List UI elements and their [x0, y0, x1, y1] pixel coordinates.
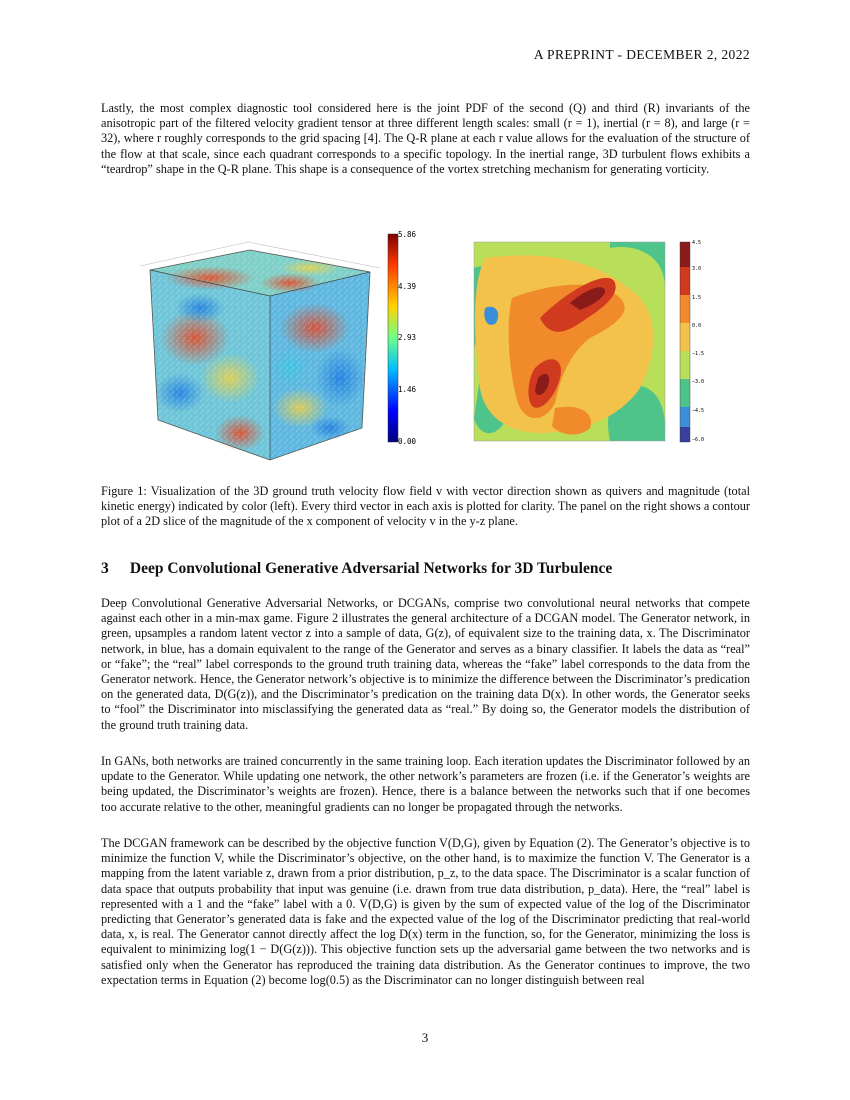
right-colorbar	[680, 240, 704, 443]
paragraph-dcgan-intro: Deep Convolutional Generative Adversarial Networks, or DCGANs, comprise two convolutional neural networks that compete against each other in a min-max game. Figure 2 illustrates the general architecture of a DCGAN model. The Generator network, in green, upsamples a random latent vector z into a sample of data, G(z), of equivalent size to the training data, x. The Discriminator network, in blue, has a domain equivalent to the range of the Generator and serves as a binary classifier. It labels the data as “real” or “fake”; the “real” label corresponds to the ground truth training data, whereas the “fake” label corresponds to the data from the Generator network. Hence, the Generator network’s objective is to minimize the difference between the Discriminator’s predication on the generated data, D(G(z)), and the Discriminator’s predication on the training data D(x). In other words, the Generator seeks to “fool” the Discriminator into misclassifying the generated data as “real.” By doing so, the Generator models the distribution of the ground truth training data.	[101, 596, 750, 732]
right-cb-tick: −4.5	[692, 408, 705, 414]
right-cb-tick: 4.5	[692, 240, 702, 246]
left-cb-tick: 4.39	[398, 282, 417, 291]
figure-1-caption: Figure 1: Visualization of the 3D ground truth velocity flow field v with vector direction shown as quivers and magnitude (total kinetic energy) indicated by color (left). Every third vector in each axis is plotted for clarity. The panel on the right shows a contour plot of a 2D slice of the magnitude of the x component of velocity v in the y-z plane.	[101, 484, 750, 529]
right-cb-tick: −1.5	[692, 351, 705, 357]
page-number: 3	[421, 1030, 429, 1045]
section-title: Deep Convolutional Generative Adversarial Networks for 3D Turbulence	[129, 560, 613, 577]
running-header: A PREPRINT - DECEMBER 2, 2022	[533, 47, 750, 62]
right-cb-tick: 0.0	[692, 323, 702, 329]
left-colorbar	[388, 230, 417, 446]
paragraph-training-loop: In GANs, both networks are trained concurrently in the same training loop. Each iteration updates the Discriminator followed by an update to the Generator. While updating one network, the other network’s parameters are frozen (i.e. if the Generator’s weights are being updated, the Discriminator’s weights are frozen). Hence, there is a balance between the networks such that if one becomes too accurate relative to the other, meaningful gradients can no longer be propagated through the networks.	[101, 754, 750, 814]
section-number: 3	[101, 560, 109, 577]
contour-plot	[474, 242, 665, 441]
left-cb-tick: 2.93	[398, 333, 417, 342]
right-cb-tick: −3.0	[692, 379, 705, 385]
left-cb-tick: 1.46	[398, 385, 417, 394]
paragraph-qr-invariants: Lastly, the most complex diagnostic tool considered here is the joint PDF of the second (Q) and third (R) invariants of the anisotropic part of the filtered velocity gradient tensor at three different length scales: small (r = 1), inertial (r = 8), and large (r = 32), where r roughly corresponds to the grid spacing [4]. The Q-R plane at each r value allows for the evaluation of the structure of the flow at that scale, since each quadrant corresponds to a specific topology. In the inertial range, 3D turbulent flows exhibits a “teardrop” shape in the Q-R plane. This shape is a consequence of the vortex stretching mechanism for generating vorticity.	[101, 101, 750, 176]
right-cb-tick: 1.5	[692, 295, 702, 301]
figure-1	[140, 228, 705, 470]
right-cb-tick: 3.0	[692, 266, 702, 272]
right-cb-tick: −6.0	[692, 437, 705, 443]
velocity-cube-plot	[140, 242, 380, 460]
left-cb-tick: 5.86	[398, 230, 417, 239]
left-cb-tick: 0.00	[398, 437, 417, 446]
section-heading	[101, 560, 612, 578]
paragraph-objective: The DCGAN framework can be described by the objective function V(D,G), given by Equation (2). The Generator’s objective is to minimize the function V, while the Discriminator’s objective, on the other hand, is to maximize the function V. The Generator is a mapping from the latent variable z, drawn from a prior distribution, p_z, to the data space. The Discriminator is a scalar function of data space that outputs probability that input was genuine (i.e. drawn from true data distribution, p_data). Here, the “real” label is represented with a 1 and the “fake” label with a 0. V(D,G) is given by the sum of expected value of the log of the Discriminator predicting that Generator’s generated data is fake and the expected value of the log of the Discriminator predicting that real-world data, x, is real. The Generator cannot directly affect the log D(x) term in the function, so, for the Generator, minimizing the loss is equivalent to minimizing log(1 − D(G(z))). This objective function sets up the adversarial game between the two networks and is satisfied only when the Generator has reproduced the training data distribution. As the Generator continues to improve, the two expectation terms in Equation (2) become log(0.5) as the Discriminator can no longer distinguish between real	[101, 836, 750, 987]
